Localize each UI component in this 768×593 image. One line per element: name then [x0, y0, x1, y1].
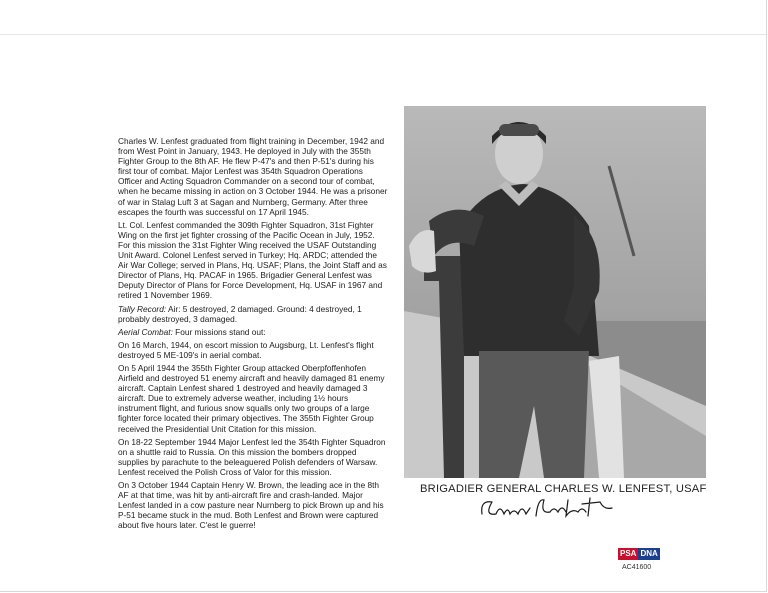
portrait-photo — [404, 106, 706, 478]
bio-paragraph-1: Charles W. Lenfest graduated from flight training in December, 1942 and from West Point in January, 1943. He deployed in July with the 355th Fighter Group to the 8th AF. He flew P-47's and then P-51's during his first tour of combat. Major Lenfest was 354th Squadron Operations Officer and Acting Squadron Commander on a second tour of combat, when he became missing in action on 3 October 1944. He was a prisoner of war in Stalag Luft 3 at Sagan and Nurnberg, Germany. After three escapes the fourth was successful on 17 April 1945. — [118, 136, 388, 217]
aerial-label: Aerial Combat: — [118, 326, 173, 337]
dna-logo-text: DNA — [640, 549, 658, 558]
tally-record — [118, 304, 388, 324]
bio-paragraph-2: Lt. Col. Lenfest commanded the 309th Fighter Squadron, 31st Fighter Wing on the first jet fighter crossing of the Pacific Ocean in July, 1952. For this mission the 31st Fighter Wing received the USAF Outstanding Unit Award. Colonel Lenfest served in Turkey; Hq. ARDC; attended the Air War College; served in Plans, Hq. USAF; Plans, the Joint Staff and as Director of Plans, Hq. PACAF in 1965. Brigadier General Lenfest was Deputy Director of Plans for Force Development, Hq. USAF in 1967 and retired 1 November 1969. — [118, 219, 387, 301]
mission-3: On 18-22 September 1944 Major Lenfest led the 354th Fighter Squadron on a shuttle raid to Russia. On this mission the bombers dropped supplies by parachute to the beleaguered Polish defenders of Warsaw. Lenfest received the Polish Cross of Valor for this mission. — [118, 436, 386, 477]
psa-logo-text: PSA — [620, 549, 637, 558]
mission-4: On 3 October 1944 Captain Henry W. Brown, the leading ace in the 8th AF at that time, was hit by anti-aircraft fire and crash-landed. Major Lenfest landed in a cow pasture near Nurnberg to pick Brown up and his P-51 became stuck in the mud. Both Lenfest and Brown were captured about five hours later. C'est le guerre! — [118, 480, 384, 531]
tally-text: Air: 5 destroyed, 2 damaged. Ground: 4 destroyed, 1 probably destroyed, 3 damaged. — [118, 303, 362, 324]
mission-2: On 5 April 1944 the 355th Fighter Group attacked Oberpfoffenhofen Airfield and destroyed 51 enemy aircraft and heavily damaged 81 enemy aircraft. Captain Lenfest shared 1 destroyed and heavily damaged 3 aircraft. Due to extremely adverse weather, including 1½ hours instrument flight, and furious snow squalls only two groups of a large fighter force located their primary objectives. The 355th Fighter Group received the Presidential Unit Citation for this mission. — [118, 362, 385, 434]
tally-label: Tally Record: — [118, 303, 167, 314]
psa-dna-logo — [618, 548, 660, 560]
certificate-number: AC41600 — [622, 564, 652, 571]
autograph-signature — [478, 494, 618, 527]
photo-caption: BRIGADIER GENERAL CHARLES W. LENFEST, USAF — [420, 483, 707, 495]
aerial-combat — [118, 327, 388, 337]
mission-1: On 16 March, 1944, on escort mission to Augsburg, Lt. Lenfest's flight destroyed 5 ME-109's in aerial combat. — [118, 339, 374, 360]
biography-text — [118, 136, 388, 533]
aerial-text: Four missions stand out: — [172, 326, 266, 337]
divider — [0, 34, 768, 35]
